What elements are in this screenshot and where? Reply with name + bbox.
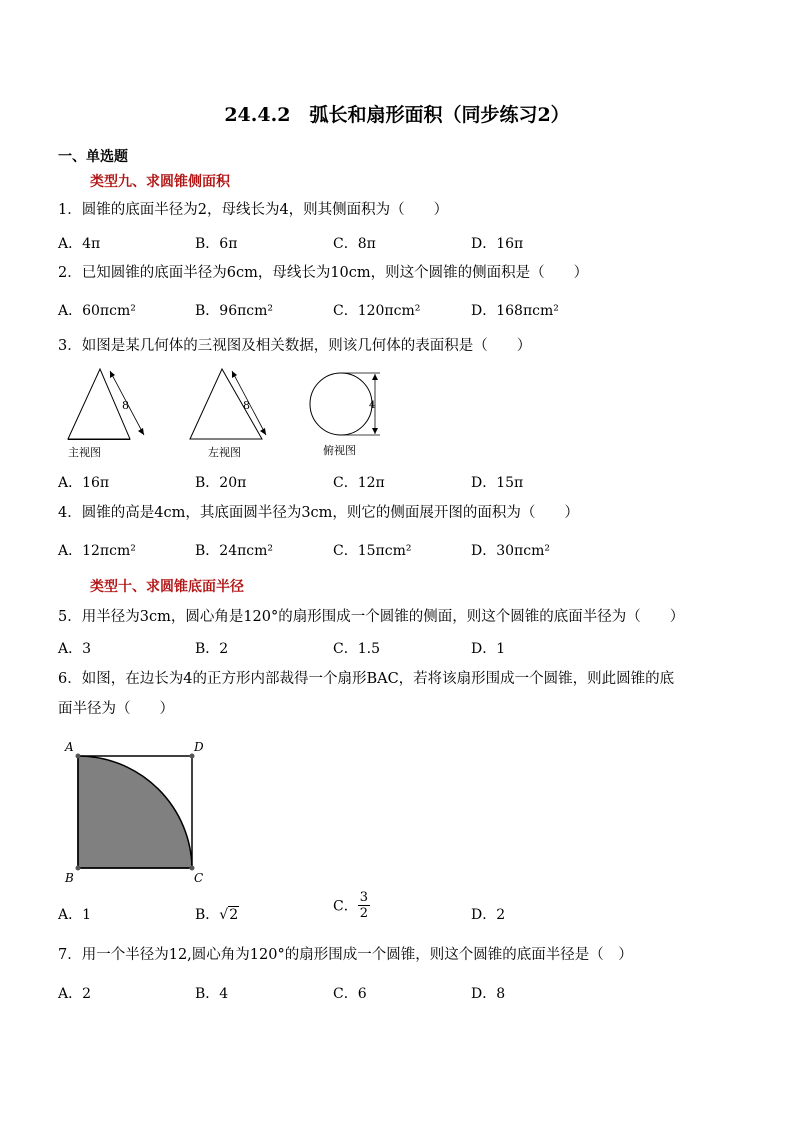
question-5: 5．用半径为3cm，圆心角是120°的扇形围成一个圆锥的侧面，则这个圆锥的底面半径为（ ） [58, 609, 685, 625]
q5-option-d: D．1 [471, 641, 506, 657]
side-view [190, 369, 266, 459]
q6-option-b-sqrt: √2 [219, 907, 239, 923]
q3-option-a: A．16π [58, 475, 110, 491]
q6-option-c-numerator: 3 [359, 890, 368, 905]
q1-option-c: C．8π [333, 236, 376, 252]
q5-option-b: B．2 [195, 641, 229, 657]
vertex-b-label: B [65, 871, 74, 885]
question-1: 1．圆锥的底面半径为2，母线长为4，则其侧面积为（ ） [58, 202, 449, 218]
question-6-line-1: 6．如图，在边长为4的正方形内部裁得一个扇形BAC，若将该扇形围成一个圆锥，则此圆锥的底 [58, 671, 675, 687]
vertex-c-label: C [194, 871, 204, 885]
q7-option-d: D．8 [471, 986, 506, 1002]
q4-option-a: A．12πcm² [58, 543, 136, 559]
side-view-length: 8 [243, 399, 250, 412]
top-view-diameter: 4 [369, 400, 376, 411]
q7-option-c: C．6 [333, 986, 367, 1002]
category-heading-10: 类型十、求圆锥底面半径 [90, 579, 244, 595]
top-view [310, 373, 380, 457]
q6-option-c-fraction [358, 890, 370, 921]
q1-option-d: D．16π [471, 236, 524, 252]
q6-option-a: A．1 [58, 907, 92, 923]
q2-option-d: D．168πcm² [471, 303, 559, 319]
front-view-length: 8 [122, 399, 129, 412]
section-heading: 一、单选题 [58, 149, 128, 165]
front-view [68, 369, 144, 459]
q7-option-a: A．2 [58, 986, 92, 1002]
top-view-caption: 俯视图 [323, 444, 356, 457]
q4-option-c: C．15πcm² [333, 543, 412, 559]
q2-option-c: C．120πcm² [333, 303, 421, 319]
vertex-a-label: A [65, 740, 74, 754]
q5-option-a: A．3 [58, 641, 92, 657]
q5-option-c: C．1.5 [333, 641, 380, 657]
question-7: 7．用一个半径为12,圆心角为120°的扇形围成一个圆锥，则这个圆锥的底面半径是（ ） [58, 947, 633, 963]
q3-option-d: D．15π [471, 475, 524, 491]
q3-option-b: B．20π [195, 475, 247, 491]
q1-option-b: B．6π [195, 236, 238, 252]
question-2: 2．已知圆锥的底面半径为6cm，母线长为10cm，则这个圆锥的侧面积是（ ） [58, 265, 589, 281]
q1-option-a: A．4π [58, 236, 101, 252]
q6-option-c-prefix: C． [333, 898, 358, 915]
category-heading-9: 类型九、求圆锥侧面积 [90, 174, 230, 190]
q6-option-c [333, 890, 370, 921]
side-view-caption: 左视图 [208, 446, 241, 459]
q6-option-b-radicand: 2 [229, 907, 239, 923]
question-3: 3．如图是某几何体的三视图及相关数据，则该几何体的表面积是（ ） [58, 338, 532, 354]
q6-option-b-prefix: B． [195, 907, 220, 923]
square-sector-figure [60, 736, 220, 886]
page-title: 24.4.2 弧长和扇形面积（同步练习2） [224, 104, 570, 126]
q6-option-d: D．2 [471, 907, 506, 923]
question-4: 4．圆锥的高是4cm，其底面圆半径为3cm，则它的侧面展开图的面积为（ ） [58, 505, 579, 521]
q6-option-b [195, 904, 239, 924]
three-view-figure [60, 365, 400, 465]
q3-option-c: C．12π [333, 475, 385, 491]
q2-option-a: A．60πcm² [58, 303, 136, 319]
q4-option-d: D．30πcm² [471, 543, 550, 559]
q6-option-c-denominator: 2 [359, 906, 368, 921]
question-6-line-2: 面半径为（ ） [58, 701, 174, 717]
q4-option-b: B．24πcm² [195, 543, 274, 559]
q2-option-b: B．96πcm² [195, 303, 274, 319]
front-view-caption: 主视图 [68, 446, 101, 459]
vertex-d-label: D [194, 740, 204, 754]
q7-option-b: B．4 [195, 986, 229, 1002]
